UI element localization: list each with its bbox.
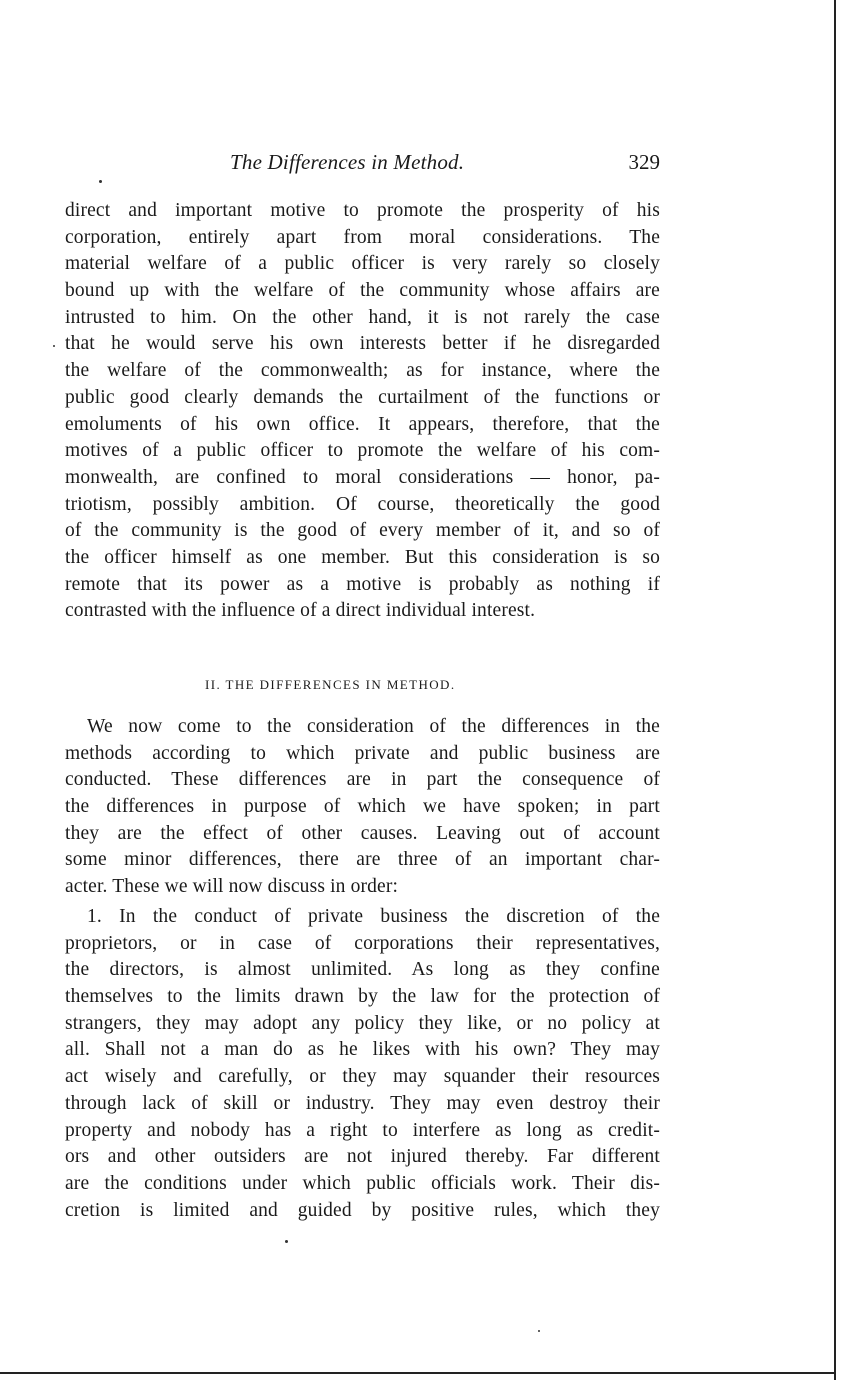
text-line: themselves to the limits drawn by the law for the protection of (65, 986, 660, 1008)
running-title: The Differences in Method. (230, 150, 465, 174)
text-line: some minor differences, there are three of an important char- (65, 849, 660, 871)
text-line: through lack of skill or industry. They may even destroy their (65, 1092, 660, 1114)
print-speck (538, 1330, 540, 1332)
text-line: strangers, they may adopt any policy they like, or no policy at (65, 1012, 660, 1034)
text-line: conducted. These differences are in part the consequence of (65, 769, 660, 791)
text-line: material welfare of a public officer is very rarely so closely (65, 253, 660, 275)
text-line: intrusted to him. On the other hand, it is not rarely the case (65, 306, 660, 328)
text-line: property and nobody has a right to interfere as long as credit- (65, 1119, 660, 1141)
print-speck (285, 1240, 288, 1243)
text-line: the welfare of the commonwealth; as for instance, where the (65, 360, 660, 382)
text-line: public good clearly demands the curtailment of the functions or (65, 386, 660, 408)
page-edge-right (834, 0, 836, 1380)
text-line: that he would serve his own interests better if he disregarded (65, 333, 660, 355)
text-line: act wisely and carefully, or they may squander their resources (65, 1066, 660, 1088)
text-line: corporation, entirely apart from moral considerations. The (65, 226, 660, 248)
text-line: they are the effect of other causes. Leaving out of account (65, 822, 660, 844)
text-line: monwealth, are confined to moral considerations — honor, pa- (65, 466, 660, 488)
paragraph-1 (65, 198, 660, 625)
text-line: all. Shall not a man do as he likes with his own? They may (65, 1039, 660, 1061)
text-line: motives of a public officer to promote the welfare of his com- (65, 440, 660, 462)
text-line: the differences in purpose of which we have spoken; in part (65, 796, 660, 818)
text-line: contrasted with the influence of a direct individual interest. (65, 600, 536, 622)
page-edge-bottom (0, 1372, 836, 1374)
text-line: emoluments of his own office. It appears, therefore, that the (65, 413, 660, 435)
text-line: cretion is limited and guided by positive rules, which they (65, 1199, 660, 1221)
text-line: bound up with the welfare of the community whose affairs are (65, 280, 660, 302)
text-line: acter. These we will now discuss in order: (65, 876, 399, 898)
text-line: methods according to which private and public business are (65, 742, 660, 764)
text-line: ors and other outsiders are not injured thereby. Far different (65, 1146, 660, 1168)
text-line: the officer himself as one member. But this consideration is so (65, 546, 660, 568)
text-line: remote that its power as a motive is probably as nothing if (65, 573, 660, 595)
text-line: the directors, is almost unlimited. As long as they confine (65, 959, 660, 981)
print-speck (53, 345, 55, 347)
page-number: 329 (628, 150, 660, 174)
text-line: triotism, possibly ambition. Of course, theoretically the good (65, 493, 660, 515)
text-line: are the conditions under which public officials work. Their dis- (65, 1172, 660, 1194)
text-line: of the community is the good of every member of it, and so of (65, 520, 660, 542)
paragraph-2 (65, 714, 660, 901)
text-line: We now come to the consideration of the differences in the (87, 716, 660, 737)
section-heading: II. THE DIFFERENCES IN METHOD. (205, 677, 456, 692)
print-speck (99, 180, 102, 183)
paragraph-3 (65, 904, 660, 1224)
text-line: proprietors, or in case of corporations their representatives, (65, 932, 660, 954)
text-line: direct and important motive to promote the prosperity of his (65, 200, 660, 221)
text-line: 1. In the conduct of private business the discretion of the (87, 906, 660, 927)
